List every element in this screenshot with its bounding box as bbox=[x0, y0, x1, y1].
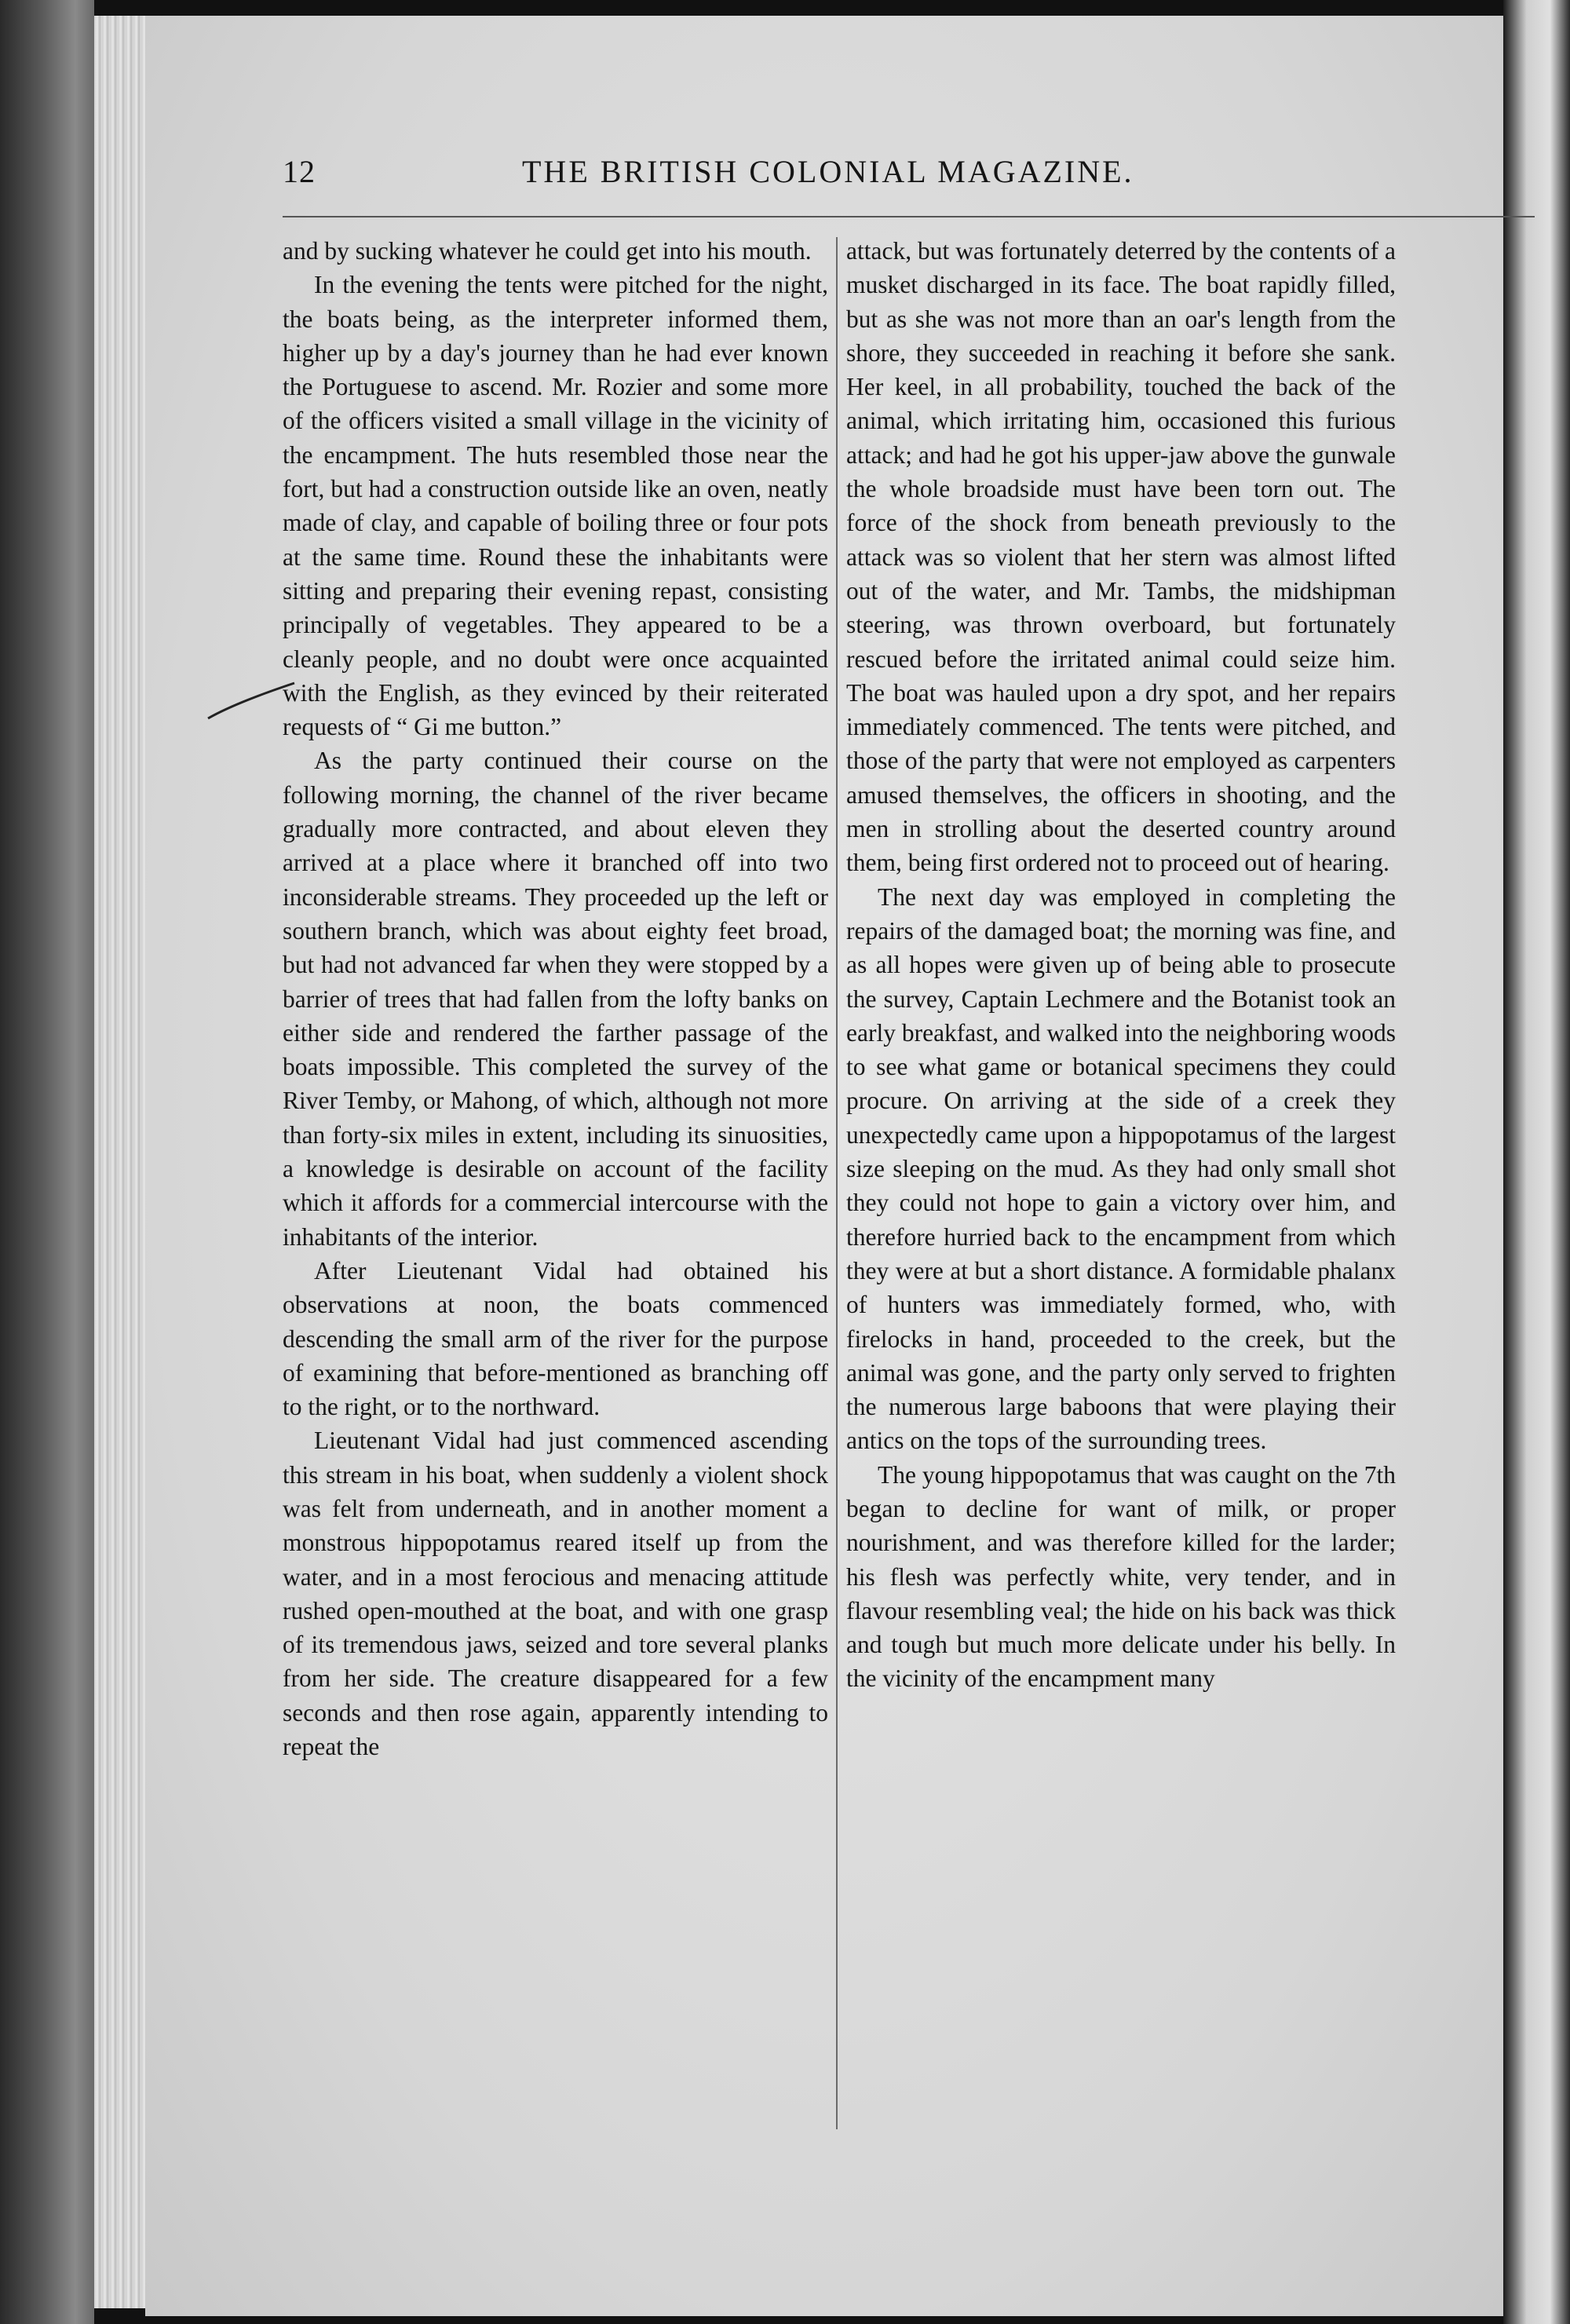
running-title: THE BRITISH COLONIAL MAGAZINE. bbox=[522, 154, 1134, 189]
book-binding bbox=[0, 0, 94, 2324]
magazine-page bbox=[145, 16, 1503, 2316]
paragraph: The next day was employed in completing the repairs of the damaged boat; the morning was fine, and as all hopes were given up of being able to prosecute the survey, Captain Lechmere and the Botanist took an early breakfast, and walked into the neighboring woods to see what game or botanical specimens they could procure. On arriving at the side of a creek they unexpectedly came upon a hippopotamus of the largest size sleeping on the mud. As they had only small shot they could not hope to gain a victory over him, and therefore hurried back to the encampment from which they were at but a short distance. A formidable phalanx of hunters was immediately formed, who, with firelocks in hand, proceeded to the creek, but the animal was gone, and the party only served to frighten the numerous large baboons that were playing their antics on the tops of the surrounding trees. bbox=[846, 882, 1396, 1455]
right-column bbox=[846, 234, 1396, 1696]
paragraph: The young hippopotamus that was caught on the 7th began to decline for want of milk, or proper nourishment, and was therefore killed for the larder; his flesh was perfectly white, very tender, and in flavour resembling veal; the hide on his back was thick and tough but much more delicate under his belly. In the vicinity of the encampment many bbox=[846, 1460, 1396, 1693]
header-rule bbox=[283, 216, 1535, 217]
paragraph: and by sucking whatever he could get into his mouth. bbox=[283, 237, 812, 265]
paragraph: In the evening the tents were pitched for the night, the boats being, as the interpreter informed them, higher up by a day's journey than he had ever known the Portuguese to ascend. Mr. Rozier and some more of the officers visited a small village in the vicinity of the encampment. The huts resembled those near the fort, but had a construction outside like an oven, neatly made of clay, and capable of boiling three or four pots at the same time. Round these the inhabitants were sitting and preparing their evening repast, consisting principally of vegetables. They appeared to be a cleanly people, and no doubt were once acquainted with the English, as they evinced by their reiterated requests of “ Gi me button.” bbox=[283, 271, 828, 741]
paragraph: After Lieutenant Vidal had obtained his observations at noon, the boats commenced descending the small arm of the river for the purpose of examining that before-mentioned as branching off to the right, or to the northward. bbox=[283, 1256, 828, 1421]
column-divider bbox=[836, 237, 838, 2129]
page-number: 12 bbox=[283, 154, 316, 189]
paragraph: Lieutenant Vidal had just commenced ascending this stream in his boat, when suddenly a violent shock was felt from underneath, and in another moment a monstrous hippopotamus reared itself up from the water, and in a most ferocious and menacing attitude rushed open-mouthed at the boat, and with one grasp of its tremendous jaws, seized and tore several planks from her side. The creature disappeared for a few seconds and then rose again, apparently intending to repeat the bbox=[283, 1427, 828, 1761]
left-column bbox=[283, 234, 828, 1763]
facing-page-edge bbox=[1503, 0, 1570, 2324]
page-header bbox=[145, 153, 1401, 216]
paragraph: As the party continued their course on the following morning, the channel of the river became gradually more contracted, and about eleven they arrived at a place where it branched off into two inconsiderable streams. They proceeded up the left or southern branch, which was about eighty feet broad, but had not advanced far when they were stopped by a barrier of trees that had fallen from the lofty banks on either side and rendered the farther passage of the boats impossible. This completed the survey of the River Temby, or Mahong, of which, although not more than forty-six miles in extent, including its sinuosities, a knowledge is desirable on account of the facility which it affords for a commercial intercourse with the inhabitants of the interior. bbox=[283, 747, 828, 1251]
paragraph: attack, but was fortunately deterred by the contents of a musket discharged in its face. The boat rapidly filled, but as she was not more than an oar's length from the shore, they succeeded in reaching it before she sank. Her keel, in all probability, touched the back of the animal, which irritating him, occasioned this furious attack; and had he got his upper-jaw above the gunwale the whole broadside must have been torn out. The force of the shock from beneath previously to the attack was so violent that her stern was almost lifted out of the water, and Mr. Tambs, the midshipman steering, was thrown overboard, but fortunately rescued before the irritated animal could seize him. The boat was hauled upon a dry spot, and her repairs immediately commenced. The tents were pitched, and those of the party that were not employed as carpenters amused themselves, the officers in shooting, and the men in strolling about the deserted country around them, being first ordered not to proceed out of hearing. bbox=[846, 237, 1396, 877]
page-edges bbox=[94, 16, 149, 2308]
